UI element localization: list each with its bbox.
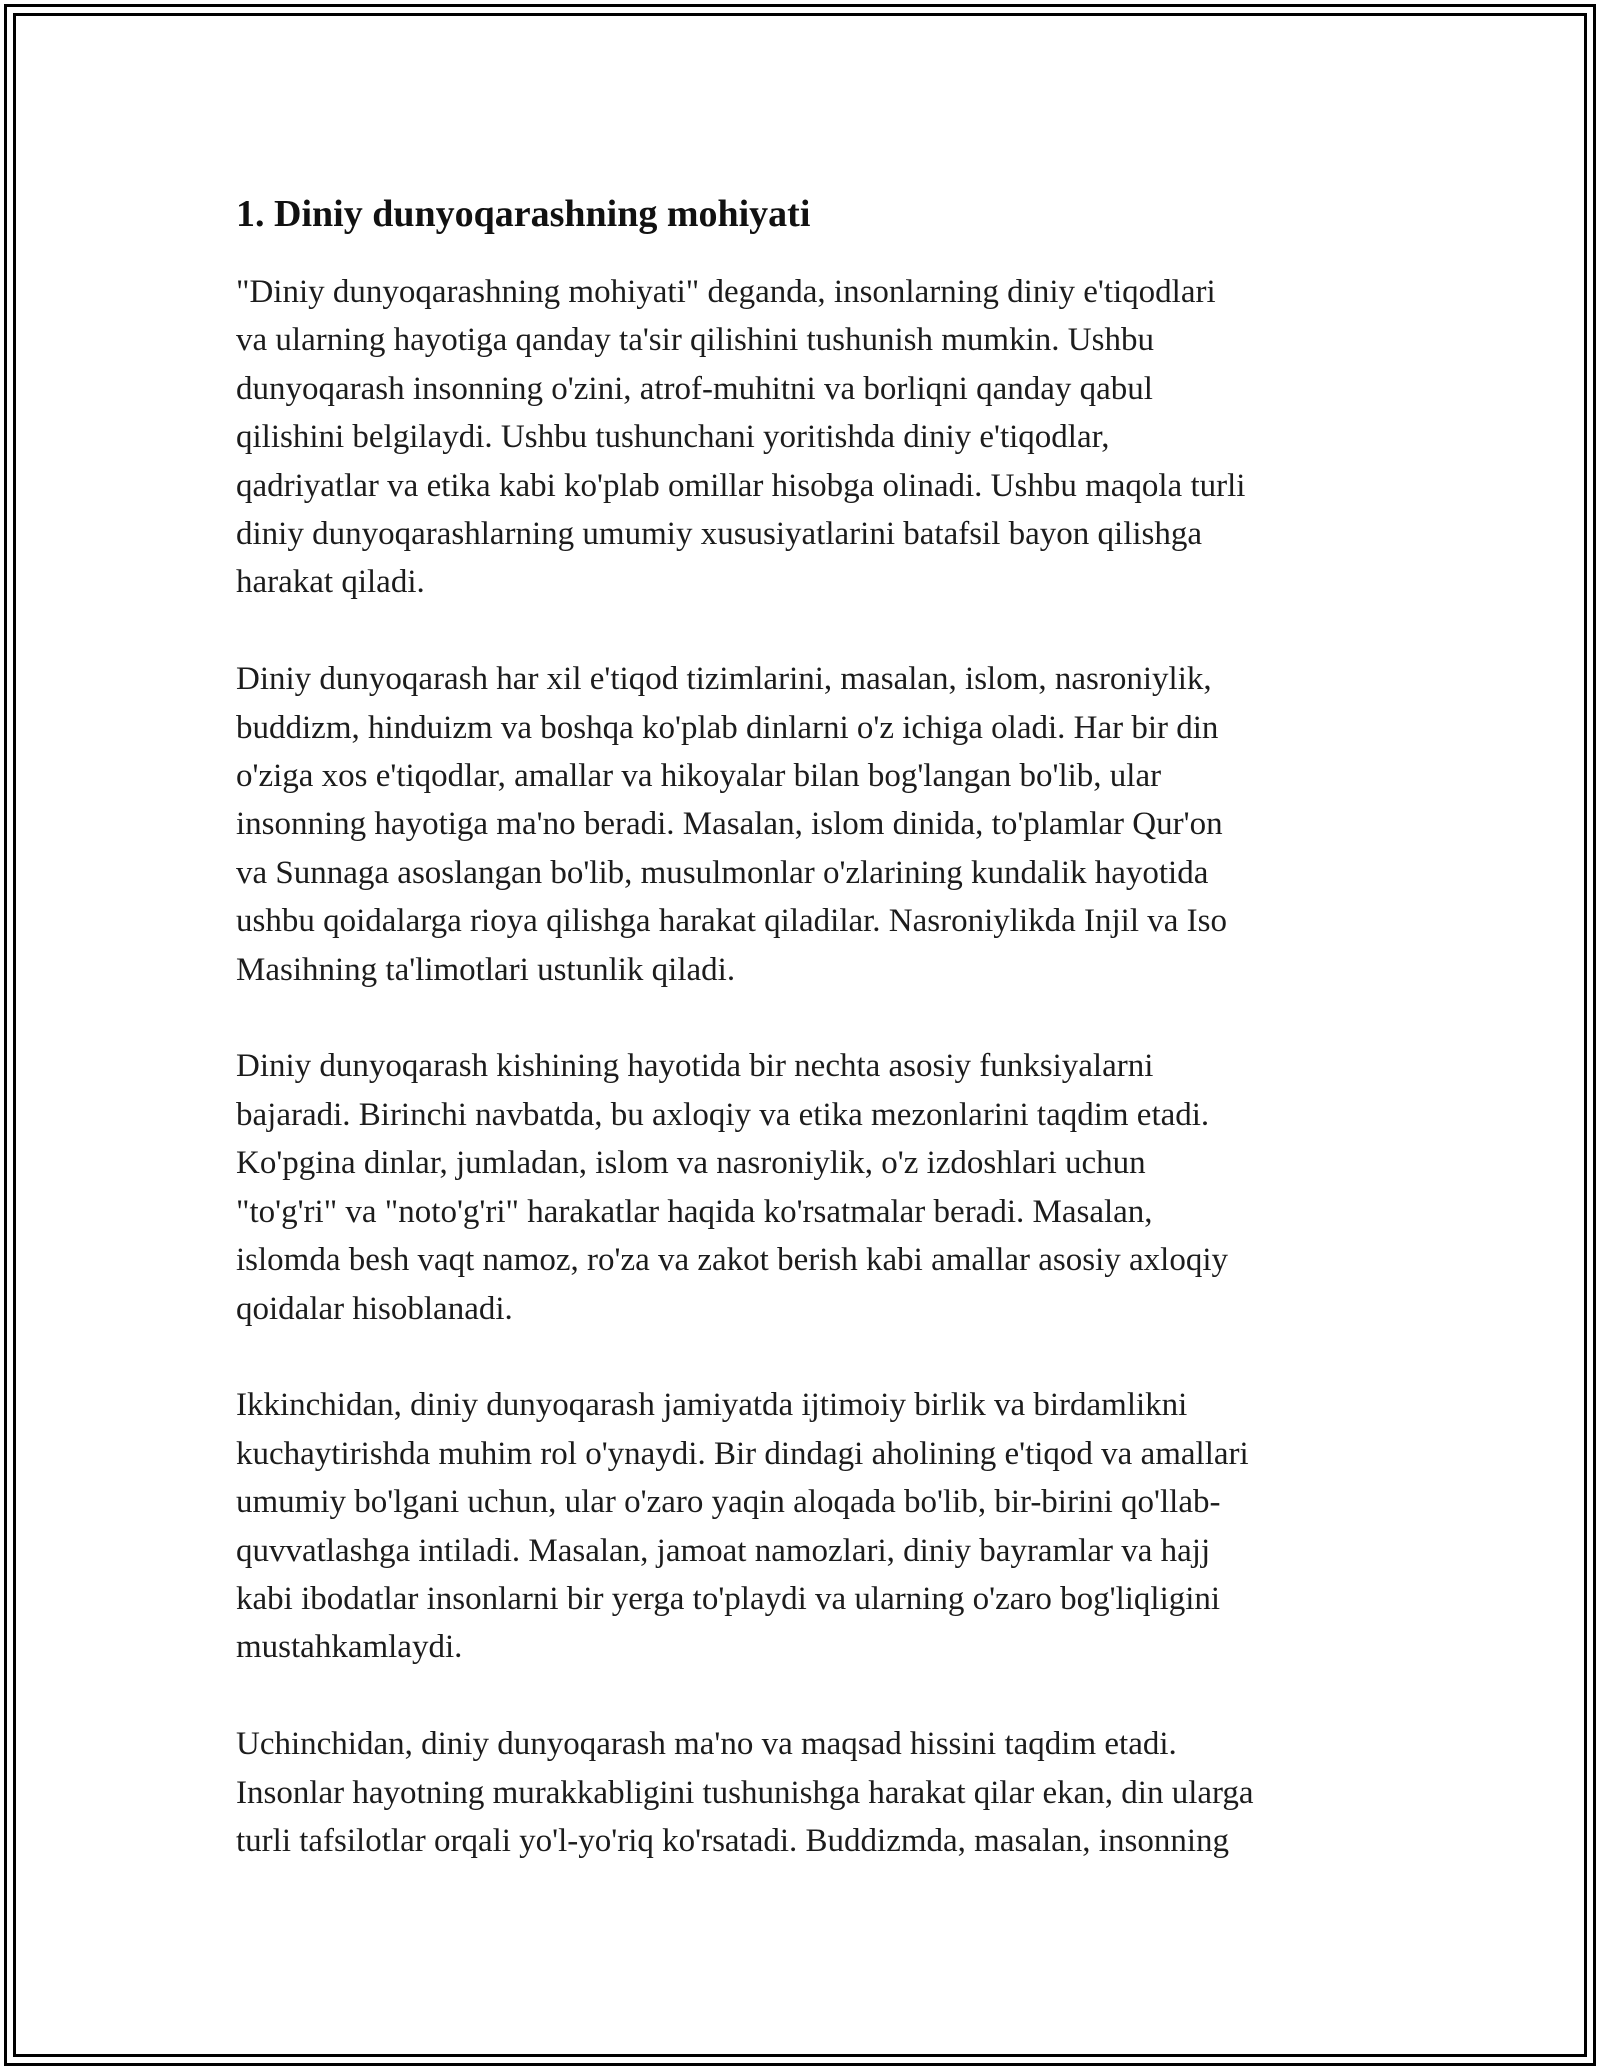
paragraph-line: ushbu qoidalarga rioya qilishga harakat qiladilar. Nasroniylikda Injil va Iso	[236, 903, 1227, 940]
paragraph-line: Insonlar hayotning murakkabligini tushunishga harakat qilar ekan, din ularga	[236, 1774, 1254, 1811]
paragraph-line: turli tafsilotlar orqali yo'l-yo'riq ko'rsatadi. Buddizmda, masalan, insonning	[236, 1822, 1229, 1859]
paragraph-line: insonning hayotiga ma'no beradi. Masalan, islom dinida, to'plamlar Qur'on	[236, 806, 1223, 843]
paragraph-line: "to'g'ri" va "noto'g'ri" harakatlar haqida ko'rsatmalar beradi. Masalan,	[236, 1193, 1153, 1230]
paragraph-line: va Sunnaga asoslangan bo'lib, musulmonlar o'zlarining kundalik hayotida	[236, 854, 1209, 891]
paragraph-line: Masihning ta'limotlari ustunlik qiladi.	[236, 951, 736, 988]
paragraph-line: Diniy dunyoqarash kishining hayotida bir nechta asosiy funksiyalarni	[236, 1048, 1154, 1085]
paragraph-line: quvvatlashga intiladi. Masalan, jamoat namozlari, diniy bayramlar va hajj	[236, 1532, 1211, 1569]
paragraph-line: Uchinchidan, diniy dunyoqarash ma'no va maqsad hissini taqdim etadi.	[236, 1726, 1177, 1763]
paragraph-line: Ko'pgina dinlar, jumladan, islom va nasroniylik, o'z izdoshlari uchun	[236, 1145, 1146, 1182]
paragraph-line: islomda besh vaqt namoz, ro'za va zakot berish kabi amallar asosiy axloqiy	[236, 1242, 1228, 1279]
paragraph	[236, 1381, 1376, 1671]
paragraph-line: dunyoqarash insonning o'zini, atrof-muhitni va borliqni qanday qabul	[236, 370, 1153, 407]
paragraph-line: Ikkinchidan, diniy dunyoqarash jamiyatda ijtimoiy birlik va birdamlikni	[236, 1387, 1188, 1424]
paragraph-line: bajaradi. Birinchi navbatda, bu axloqiy va etika mezonlarini taqdim etadi.	[236, 1096, 1210, 1133]
paragraph-line: qadriyatlar va etika kabi ko'plab omillar hisobga olinadi. Ushbu maqola turli	[236, 467, 1246, 504]
paragraph	[236, 268, 1376, 607]
document-body	[236, 182, 1376, 1914]
paragraph-line: diniy dunyoqarashlarning umumiy xususiyatlarini batafsil bayon qilishga	[236, 516, 1203, 553]
paragraph-line: harakat qiladi.	[236, 564, 425, 601]
paragraph-line: buddizm, hinduizm va boshqa ko'plab dinlarni o'z ichiga oladi. Har bir din	[236, 709, 1219, 746]
paragraph-line: "Diniy dunyoqarashning mohiyati" deganda, insonlarning diniy e'tiqodlari	[236, 274, 1216, 310]
paragraph	[236, 655, 1376, 994]
paragraph-line: mustahkamlaydi.	[236, 1629, 463, 1666]
paragraph-line: va ularning hayotiga qanday ta'sir qilishini tushunish mumkin. Ushbu	[236, 322, 1154, 359]
paragraph-line: qoidalar hisoblanadi.	[236, 1290, 513, 1327]
paragraph-line: kabi ibodatlar insonlarni bir yerga to'playdi va ularning o'zaro bog'liqligini	[236, 1580, 1221, 1617]
paragraph-line: o'ziga xos e'tiqodlar, amallar va hikoyalar bilan bog'langan bo'lib, ular	[236, 758, 1162, 795]
paragraph-line: qilishini belgilaydi. Ushbu tushunchani yoritishda diniy e'tiqodlar,	[236, 419, 1110, 456]
paragraph-line: umumiy bo'lgani uchun, ular o'zaro yaqin aloqada bo'lib, bir-birini qo'llab-	[236, 1484, 1221, 1521]
paragraph-line: Diniy dunyoqarash har xil e'tiqod tizimlarini, masalan, islom, nasroniylik,	[236, 661, 1212, 698]
paragraph-line: kuchaytirishda muhim rol o'ynaydi. Bir dindagi aholining e'tiqod va amallari	[236, 1435, 1249, 1472]
paragraph	[236, 1042, 1376, 1332]
paragraph-list	[236, 268, 1376, 1865]
section-heading: 1. Diniy dunyoqarashning mohiyati	[236, 193, 811, 235]
paragraph	[236, 1720, 1376, 1865]
